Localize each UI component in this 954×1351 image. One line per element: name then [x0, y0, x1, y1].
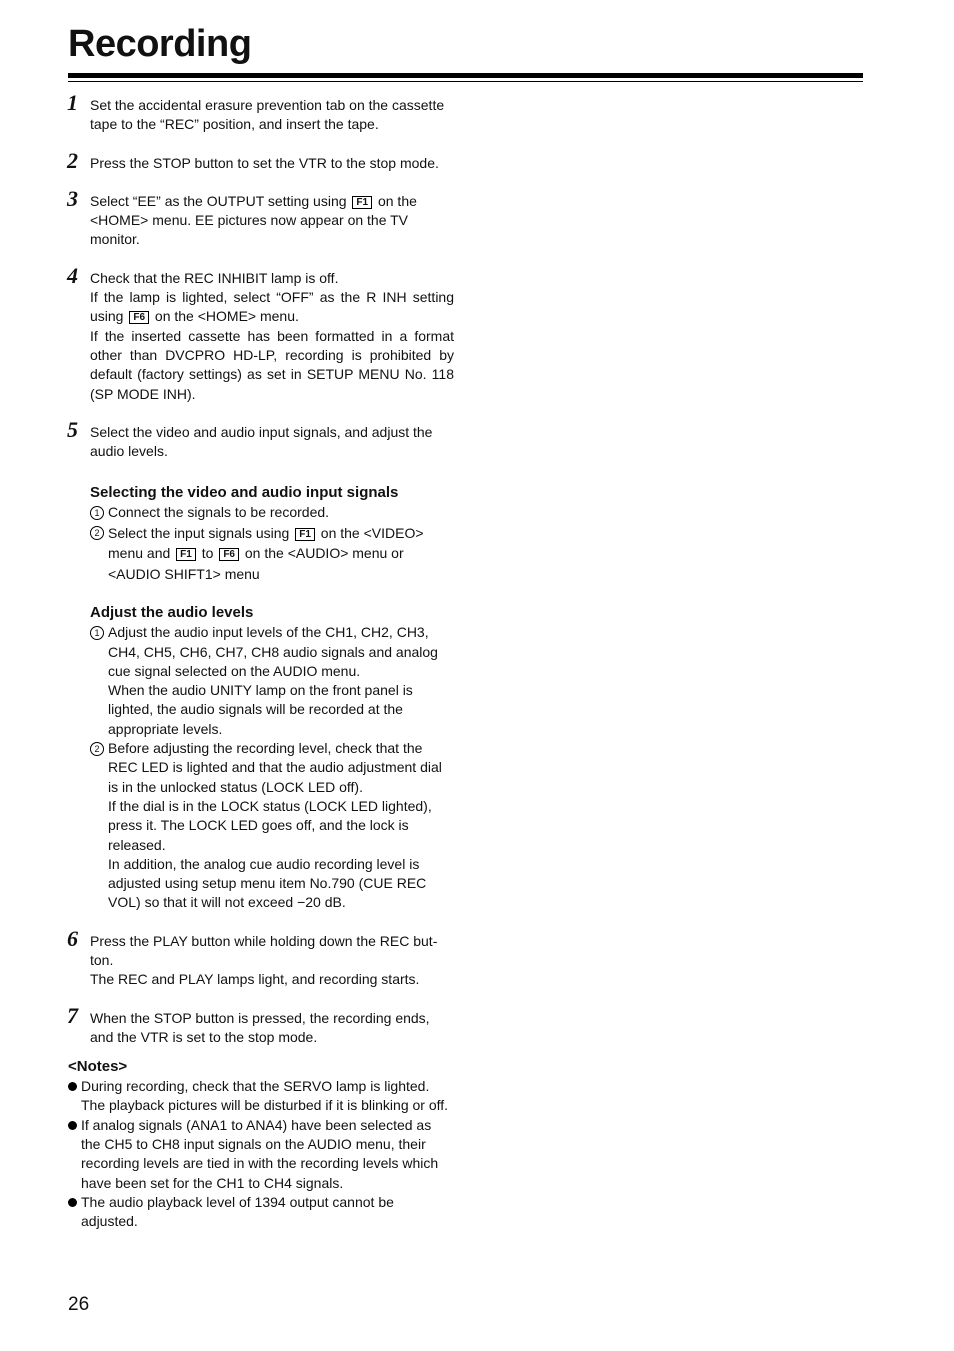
item-text: When the audio UNITY lamp on the front panel is lighted, the audio signals will be recorded at the appropriate levels. [108, 682, 413, 737]
step-text: Set the accidental erasure prevention tab on the cassette tape to the “REC” position, and insert the tape. [90, 97, 445, 133]
item-text: In addition, the analog cue audio recording level is adjusted using setup menu item No.790 (CUE REC VOL) so that it will not exceed −20 dB. [108, 855, 427, 911]
step-text [90, 192, 454, 250]
select-item-2 [68, 523, 454, 585]
item-text: Before adjusting the recording level, check that the REC LED is lighted and that the audio adjustment dial is in the unlocked status (LOCK LED off). [108, 740, 442, 795]
item-text-part: on the <AUDIO> menu or <AUDIO SHIFT1> menu [108, 545, 404, 582]
item-text: If the dial is in the LOCK status (LOCK LED lighted), press it. The LOCK LED goes off, and the lock is released. [108, 797, 432, 853]
bullet-icon [68, 1082, 77, 1091]
step-number: 7 [67, 1002, 78, 1028]
item-text: Adjust the audio input levels of the CH1, CH2, CH3, CH4, CH5, CH6, CH7, CH8 audio signals and analog cue signal selected on the AUDIO menu. [108, 624, 438, 679]
audio-item-1 [68, 623, 454, 739]
step-text-part: Select “EE” as the OUTPUT setting using [90, 192, 347, 209]
note-text: During recording, check that the SERVO lamp is lighted. The playback pictures will be disturbed if it is blinking or off. [81, 1078, 449, 1114]
audio-item-2 [68, 739, 454, 913]
page-number: 26 [68, 1294, 90, 1315]
f1-key: F1 [352, 196, 372, 209]
title-rule-thick [68, 73, 863, 78]
item-text-part: to [201, 545, 214, 562]
step-text [90, 288, 454, 327]
note-text: If analog signals (ANA1 to ANA4) have been selected as the CH5 to CH8 input signals on the AUDIO menu, their recording levels are tied in with the recording levels which have been set for the CH1 to CH4 signals. [81, 1116, 439, 1191]
bullet-icon [68, 1198, 77, 1207]
step-text: Check that the REC INHIBIT lamp is off. [90, 269, 339, 286]
step-text-part: on the <HOME> menu. [154, 308, 299, 325]
circled-number: 2 [90, 526, 104, 540]
select-signals-heading: Selecting the video and audio input signals [90, 484, 399, 502]
step-text: Select the video and audio input signals, and adjust the audio levels. [90, 423, 433, 460]
step-text: When the STOP button is pressed, the recording ends, and the VTR is set to the stop mode. [90, 1009, 430, 1045]
step-text: Press the STOP button to set the VTR to the stop mode. [90, 154, 439, 171]
step-6 [67, 925, 454, 990]
step-7 [67, 1002, 454, 1048]
notes-heading: <Notes> [68, 1058, 128, 1076]
step-number: 4 [67, 262, 78, 288]
step-text: The REC and PLAY lamps light, and recording starts. [90, 971, 420, 988]
item-text [108, 523, 454, 585]
circled-number: 2 [90, 742, 104, 756]
bullet-icon [68, 1121, 77, 1130]
note-item [68, 1116, 454, 1193]
page-title: Recording [68, 23, 252, 65]
main-column [67, 90, 454, 1232]
step-text-part: If the lamp is lighted, select “OFF” as the R INH setting using [90, 289, 454, 325]
circled-number: 1 [90, 506, 104, 520]
note-text: The audio playback level of 1394 output cannot be adjusted. [81, 1193, 394, 1230]
step-text: Press the PLAY button while holding down the REC but-ton. [90, 932, 438, 968]
f1-key: F1 [176, 548, 196, 561]
step-number: 1 [67, 90, 78, 115]
f1-key: F1 [295, 528, 315, 541]
f6-key: F6 [219, 548, 239, 561]
select-item-1 [68, 503, 454, 522]
audio-levels-heading: Adjust the audio levels [90, 604, 254, 622]
step-2 [67, 147, 454, 173]
title-rule-thin [68, 81, 863, 82]
step-3 [67, 185, 454, 250]
item-text-part: on the <VIDEO> menu and [108, 524, 424, 562]
note-item [68, 1193, 454, 1232]
item-text: Connect the signals to be recorded. [108, 504, 330, 521]
f6-key: F6 [129, 311, 149, 324]
step-1 [67, 90, 454, 135]
step-text-part: on the <HOME> menu. EE pictures now appear on the TV monitor. [90, 192, 417, 248]
step-5 [67, 416, 454, 462]
step-number: 6 [67, 925, 78, 951]
circled-number: 1 [90, 626, 104, 640]
item-text-part: Select the input signals using [108, 524, 290, 541]
step-number: 5 [67, 416, 78, 442]
note-item [68, 1077, 454, 1116]
step-number: 2 [67, 147, 78, 173]
step-text: If the inserted cassette has been formatted in a format other than DVCPRO HD-LP, recording is prohibited by default (factory settings) as set in SETUP MENU No. 118 (SP MODE INH). [90, 327, 454, 402]
step-number: 3 [67, 185, 78, 211]
step-4 [67, 262, 454, 404]
